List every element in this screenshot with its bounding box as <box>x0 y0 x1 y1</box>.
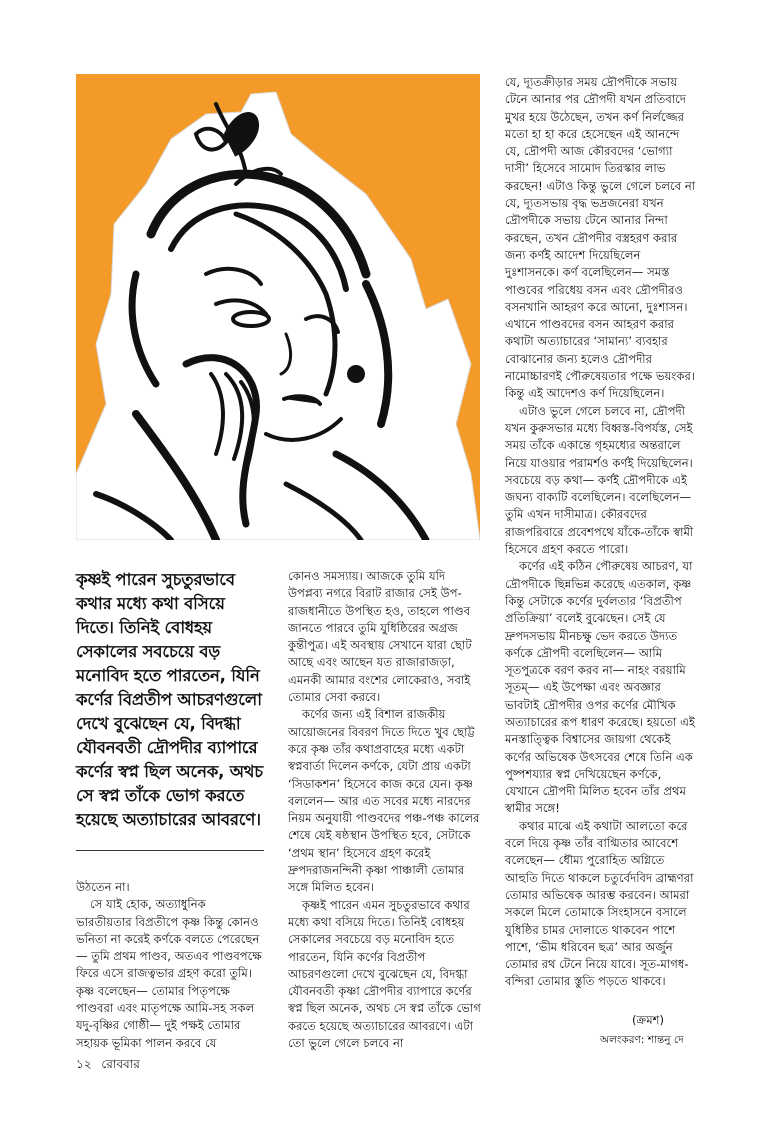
body-column-1 <box>76 879 264 1052</box>
page-folio <box>76 1056 140 1076</box>
paragraph: কর্ণের জন্য এই বিশাল রাজকীয় আয়োজনের বিবরণ দিতে দিতে খুব ছোট্ট করে কৃষ্ণ তাঁর কথাপ্রবাহের মধ্যে একটা স্বপ্নবার্তা দিলেন কর্ণকে, যেটা প্রায় একটা ‘সিডাকশন’ হিসেবে কাজ করে যেন। কৃষ্ণ বললেন— আর এত সবের মধ্যে নারদের নিয়ম অনুযায়ী পাণ্ডবদের পঞ্চ-পঞ্চ কালের শেষে যেই ষষ্ঠস্থান উপস্থিত হবে, সেটাকে ‘প্রথম স্থান’ হিসেবে গ্রহণ করেই দ্রুপদরাজনন্দিনী কৃষ্ণা পাঞ্চালী তোমার সঙ্গে মিলিত হবেন। <box>288 707 480 895</box>
divider <box>76 850 264 851</box>
magazine-name: রোববার <box>101 1057 140 1071</box>
illustration-credit: অলংকরণ: শান্তনু দে <box>600 1034 684 1046</box>
illustration <box>76 74 480 540</box>
paragraph: কৃষ্ণই পারেন এমন সুচতুরভাবে কথার মধ্যে কথা বসিয়ে দিতে। তিনিই বোধহয় সেকালের সবচেয়ে বড় মনোবিদ হতে পারতেন, যিনি কর্ণের বিপ্রতীপ আচরণগুলো দেখে বুঝেছেন যে, বিদগ্ধা যৌবনবতী কৃষ্ণা দ্রৌপদীর ব্যাপারে কর্ণের স্বপ্ন ছিল অনেক, অথচ সে স্বপ্ন তাঁকে ভোগ করতে হয়েছে অত্যাচারের আবরণে। এটা তো ভুলে গেলে চলবে না <box>288 897 481 1051</box>
pull-quote: কৃষ্ণই পারেন সুচতুরভাবে কথার মধ্যে কথা বসিয়ে দিতে। তিনিই বোধহয় সেকালের সবচেয়ে বড় মনোবিদ হতে পারতেন, যিনি কর্ণের বিপ্রতীপ আচরণগুলো দেখে বুঝেছেন যে, বিদগ্ধা যৌবনবতী দ্রৌপদীর ব্যাপারে কর্ণের স্বপ্ন ছিল অনেক, অথচ সে স্বপ্ন তাঁকে ভোগ করতে হয়েছে অত্যাচারের আবরণে। <box>76 570 263 829</box>
paragraph: কোনও সমস্যায়। আজকে তুমি যদি উপপ্লব্য নগরে বিরাট রাজার সেই উপ-রাজধানীতে উপস্থিত হও, তাহলে পাণ্ডব জানতে পারবে তুমি যুধিষ্ঠিরের অগ্রজ কুন্তীপুত্র। এই অবস্থায় সেখানে যারা ছোট আছে এবং আছেন যত রাজারাজড়া, এমনকী আমার বংশের লোকেরাও, সবাই তোমার সেবা করবে। <box>288 569 472 705</box>
body-column-2 <box>288 568 482 1052</box>
page-number: ১২ <box>76 1057 92 1071</box>
body-column-3 <box>505 74 697 991</box>
continued-marker: (ক্রমশ) <box>632 1013 665 1027</box>
paragraph: যে, দ্যূতক্রীড়ার সময় দ্রৌপদীকে সভায় টেনে আনার পর দ্রৌপদী যখন প্রতিবাদে মুখর হয়ে উঠেছেন, তখন কর্ণ নির্লজ্জের মতো হা হা করে হেসেছেন এই আনন্দে যে, দ্রৌপদী আজ কৌরবদের ‘ভোগ্যা দাসী’ হিসেবে সামোদ তিরস্কার লাভ করছেন! এটাও কিন্তু ভুলে গেলে চলবে না যে, দ্যূতসভায় বৃদ্ধ ভদ্রজনেরা যখন দ্রৌপদীকে সভায় টেনে আনার নিন্দা করছেন, তখন দ্রৌপদীর বস্ত্রহরণ করার জন্য কর্ণই আদেশ দিয়েছিলেন দুঃশাসনকে। কর্ণ বলেছিলেন— সমস্ত পাণ্ডবের পরিধেয় বসন এবং দ্রৌপদীরও বসনখানি আহরণ করে আনো, দুঃশাসন। এখানে পাণ্ডবদের বসন আহরণ করার কথাটা অত্যাচারের ‘সামান্য’ ব্যবহার বোঝানোর জন্য হলেও দ্রৌপদীর নামোচ্চারণই পৌরুষেয়তার পক্ষে ভয়ংকর। কিন্তু এই আদেশও কর্ণ দিয়েছিলেন। <box>505 75 696 401</box>
paragraph: কর্ণের এই কঠিন পৌরুষেয় আচরণ, যা দ্রৌপদীকে ছিন্নভিন্ন করেছে এতকাল, কৃষ্ণ কিন্তু সেটাকে কর্ণের দুর্বলতার ‘বিপ্রতীপ প্রতিক্রিয়া’ বলেই বুঝেছেন। সেই যে দ্রুপদসভায় মীনচক্ষু ভেদ করতে উদ্যত কর্ণকে দ্রৌপদী বলেছিলেন— আমি সূতপুত্রকে বরণ করব না— নাহং বরয়ামি সূতম্‌— এই উপেক্ষা এবং অবজ্ঞার ভাবটাই দ্রৌপদীর ওপর কর্ণের মৌখিক অত্যাচারের রূপ ধারণ করেছে। হয়তো এই মনস্তাত্ত্বিক বিশ্বাসের জায়গা থেকেই কর্ণের অভিষেক উৎসবের শেষে তিনি এক পুষ্পশয্যার স্বপ্ন দেখিয়েছেন কর্ণকে, যেখানে দ্রৌপদী মিলিত হবেন তাঁর প্রথম স্বামীর সঙ্গে! <box>505 559 695 816</box>
paragraph: সে যাই হোক, অত্যাধুনিক ভারতীয়তার বিপ্রতীপে কৃষ্ণ কিন্তু কোনও ভনিতা না করেই কর্ণকে বলতে পেরেছেন— তুমি প্রথম পাণ্ডব, অতএব পাণ্ডবপক্ষে ফিরে এসে রাজত্বভার গ্রহণ করো তুমি। কৃষ্ণ বলেছেন— তোমার পিতৃপক্ষে পাণ্ডবরা এবং মাতৃপক্ষে আমি-সহ সকল যদু-বৃষ্ণির গোষ্ঠী— দুই পক্ষই তোমার সহায়ক ভূমিকা পালন করবে যে <box>76 897 262 1050</box>
paragraph: এটাও ভুলে গেলে চলবে না, দ্রৌপদী যখন কুরুসভার মধ্যে বিধ্বস্ত-বিপর্যস্ত, সেই সময় তাঁকে একান্তে গৃহমধ্যের অন্তরালে নিয়ে যাওয়ার পরামর্শও কর্ণই দিয়েছিলেন। সবচেয়ে বড় কথা— কর্ণই দ্রৌপদীকে এই জঘন্য বাক্যটি বলেছিলেন। বলেছিলেন— তুমি এখন দাসীমাত্র। কৌরবদের রাজপরিবারে প্রবেশপথে যাঁকে-তাঁকে স্বামী হিসেবে গ্রহণ করতে পারো। <box>505 403 694 557</box>
krishna-illustration-icon <box>76 74 480 540</box>
paragraph: উঠতেন না। <box>76 880 130 894</box>
paragraph: কথার মাঝে এই কথাটা আলতো করে বলে দিয়ে কৃষ্ণ তাঁর বাগ্মিতার আবেশে বলেছেন— ধৌম্য পুরোহিত অগ্নিতে আহুতি দিতে থাকলে চতুর্বেদবিদ ব্রাহ্মণরা তোমার অভিষেক আরম্ভ করবেন। আমরা সকলে মিলে তোমাকে সিংহাসনে বসালে যুধিষ্ঠির চামর দোলাতে থাকবেন পাশে পাশে, ‘ভীম ধরিবেন ছত্র’ আর অর্জুন তোমার রথ টেনে নিয়ে যাবে। সূত-মাগধ-বন্দিরা তোমার স্তুতি পড়তে থাকবে। <box>505 818 694 989</box>
